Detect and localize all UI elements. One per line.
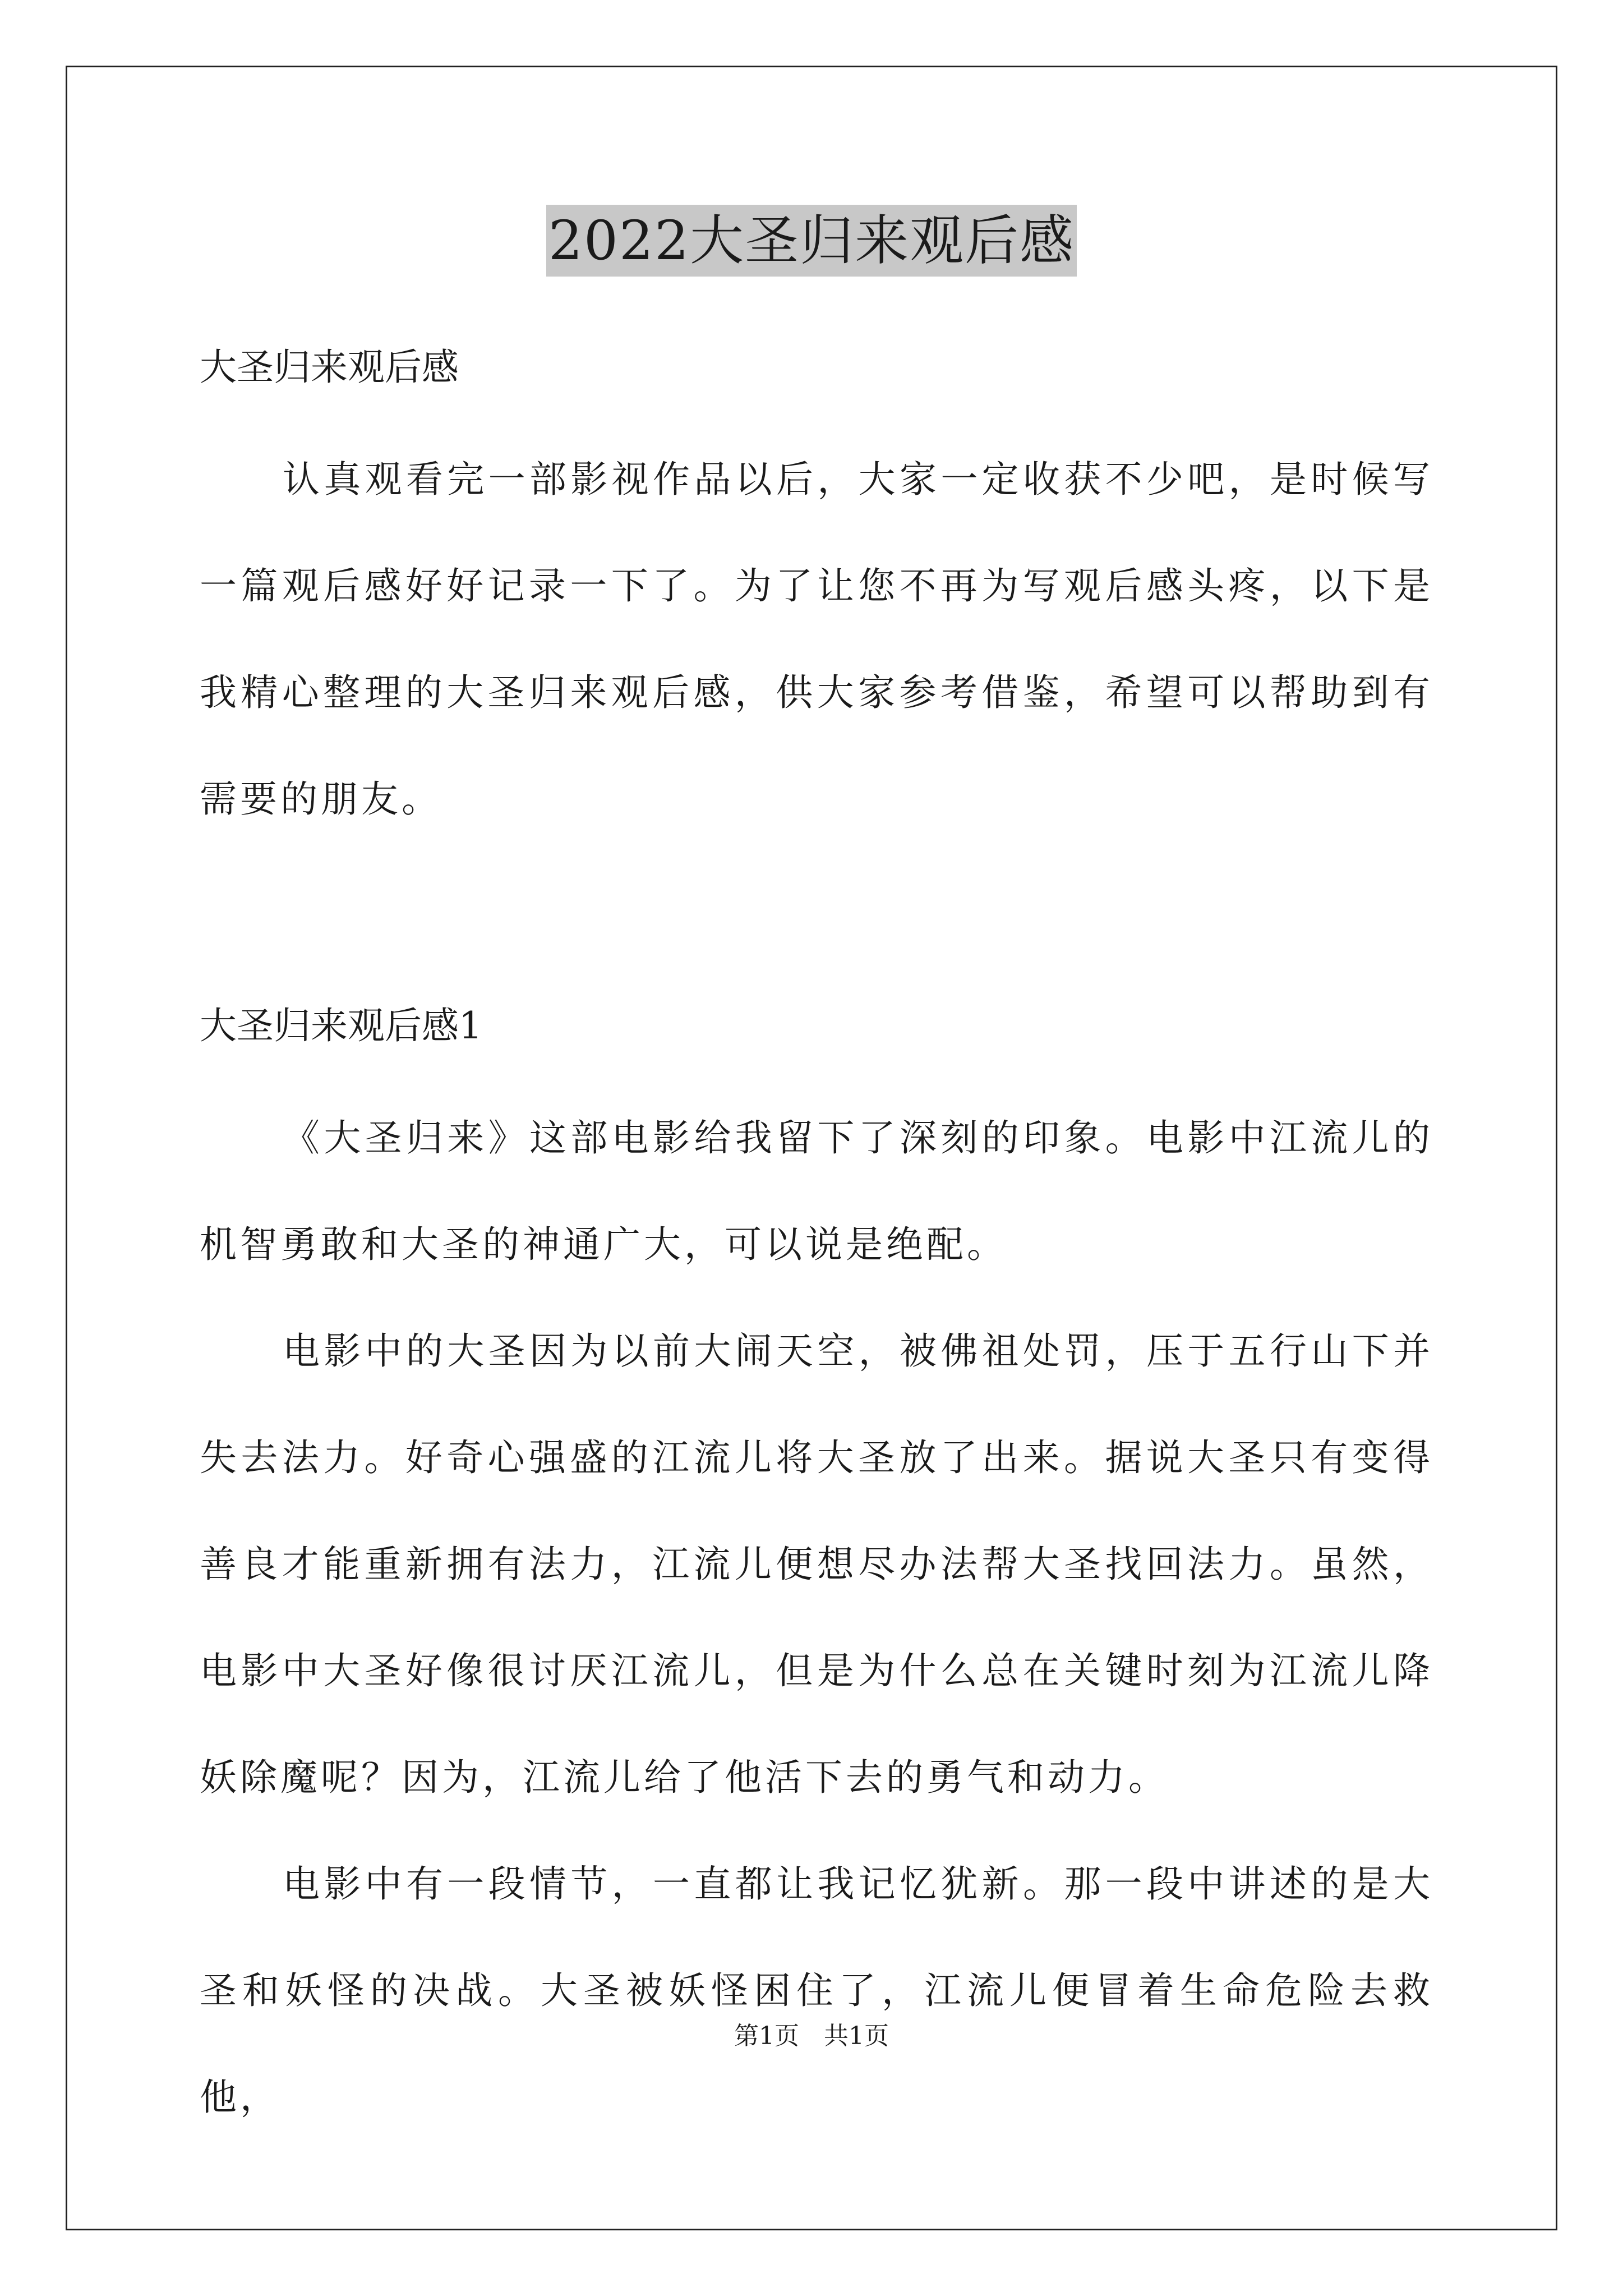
body-paragraph: 电影中的大圣因为以前大闹天空，被佛祖处罚，压于五行山下并失去法力。好奇心强盛的江流儿将大圣放了出来。据说大圣只有变得善良才能重新拥有法力，江流儿便想尽办法帮大圣找回法力。虽然，电影中大圣好像很讨厌江流儿，但是为什么总在关键时刻为江流儿降妖除魔呢？因为，江流儿给了他活下去的勇气和动力。 — [200, 1329, 1433, 1799]
page-footer — [0, 2019, 1623, 2053]
body-paragraph: 《大圣归来》这部电影给我留下了深刻的印象。电影中江流儿的机智勇敢和大圣的神通广大，可以说是绝配。 — [200, 1116, 1433, 1266]
section-heading: 大圣归来观后感1 — [200, 1004, 482, 1047]
title-container — [0, 205, 1623, 277]
document-body — [200, 314, 1433, 2151]
page-number: 第1页 共1页 — [734, 2022, 889, 2050]
document-title: 2022大圣归来观后感 — [546, 205, 1077, 277]
intro-heading: 大圣归来观后感 — [200, 346, 459, 389]
intro-paragraph: 认真观看完一部影视作品以后，大家一定收获不少吧，是时候写一篇观后感好好记录一下了。为了让您不再为写观后感头疼，以下是我精心整理的大圣归来观后感，供大家参考借鉴，希望可以帮助到有需要的朋友。 — [200, 458, 1433, 821]
body-paragraph: 电影中有一段情节，一直都让我记忆犹新。那一段中讲述的是大圣和妖怪的决战。大圣被妖怪困住了，江流儿便冒着生命危险去救他， — [200, 1862, 1433, 2119]
